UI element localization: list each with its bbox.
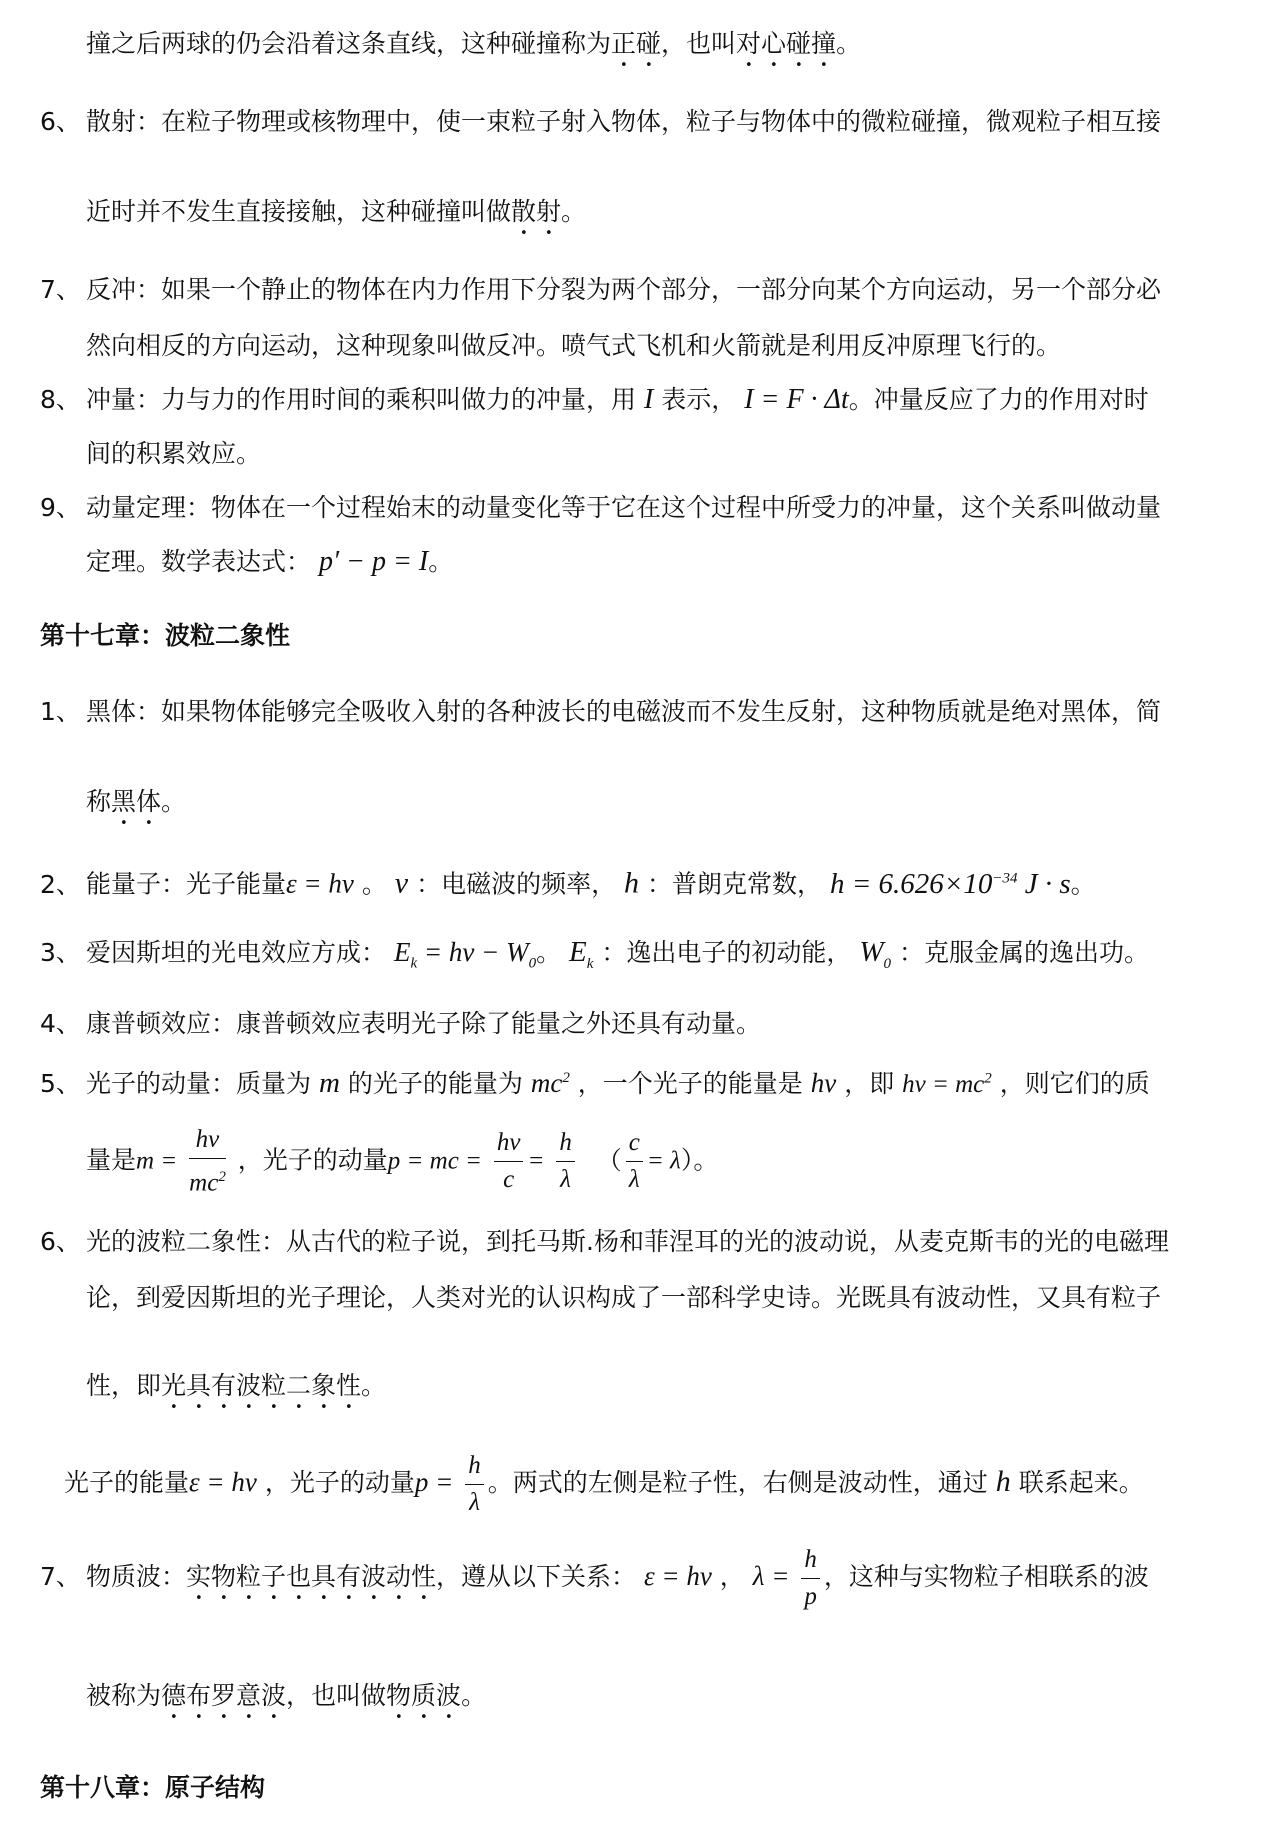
subscript: k — [586, 955, 594, 972]
denominator: λ — [469, 1488, 480, 1516]
text: 间的积累效应。 — [86, 439, 262, 468]
text: 。 — [561, 197, 587, 226]
text: ，也叫 — [661, 29, 737, 58]
formula — [531, 1068, 570, 1098]
text: 爱因斯坦的光电效应方成： — [86, 938, 387, 967]
subscript: k — [410, 955, 418, 972]
list-item-photoelectric — [40, 936, 1149, 980]
formula-line — [86, 1122, 718, 1202]
fraction — [556, 1125, 575, 1198]
text: ，一个光子的能量是 — [577, 1069, 803, 1098]
text: 。 — [361, 869, 387, 899]
item-number: 4、 — [40, 1009, 81, 1038]
numerator: h — [465, 1448, 484, 1485]
text: ：逸出电子的初动能， — [601, 938, 852, 967]
item-number: 3、 — [40, 938, 81, 967]
paragraph-line — [86, 1370, 386, 1415]
list-item-impulse — [40, 384, 1149, 416]
text: ，也叫做 — [286, 1681, 387, 1710]
list-item-matter-wave — [40, 1540, 1149, 1620]
emphasized-term: 光具有波粒二象性 — [161, 1371, 362, 1400]
fraction — [189, 1122, 226, 1201]
formula-part: mc — [189, 1169, 219, 1197]
text: 光的波粒二象性：从古代的粒子说，到托马斯.杨和菲涅耳的光的波动说，从麦克斯韦的光的电磁理 — [86, 1227, 1169, 1256]
text: 康普顿效应：康普顿效应表明光子除了能量之外还具有动量。 — [86, 1009, 762, 1038]
text: 光子的能量 — [64, 1468, 190, 1497]
list-item-compton — [40, 1008, 761, 1040]
formula: ε = hν — [286, 868, 354, 899]
text: 物质波： — [86, 1562, 187, 1591]
formula-part: = λ — [646, 1147, 681, 1175]
formula: ε = hν — [644, 1561, 712, 1591]
item-number: 8、 — [40, 385, 81, 414]
formula: p′ − p = I — [318, 546, 429, 577]
item-number: 2、 — [40, 869, 81, 899]
text: 。 — [536, 938, 562, 967]
item-number: 5、 — [40, 1069, 81, 1098]
formula-part: h = 6.626×10 — [829, 867, 993, 900]
text: 。 — [428, 547, 454, 576]
text: 能量子：光子能量 — [86, 869, 287, 899]
emphasized-term: 德布罗意波 — [161, 1681, 287, 1710]
denominator: λ — [628, 1166, 640, 1194]
subscript: 0 — [883, 955, 892, 972]
text: ， — [719, 1562, 745, 1591]
text: ，光子的动量 — [237, 1145, 388, 1175]
list-item-blackbody — [40, 696, 1161, 728]
symbol: E — [569, 936, 587, 968]
text: 。 — [1070, 869, 1096, 899]
text: 被称为 — [86, 1681, 162, 1710]
math-symbol: m — [318, 1067, 340, 1099]
item-number: 6、 — [40, 107, 81, 136]
emphasized-term: 物质波 — [386, 1681, 462, 1710]
text: ）。 — [680, 1145, 719, 1175]
text: 黑体：如果物体能够完全吸收入射的各种波长的电磁波而不发生反射，这种物质就是绝对黑体，简 — [86, 697, 1162, 726]
text: 量是 — [86, 1145, 137, 1175]
emphasized-term: 黑体 — [111, 787, 162, 816]
text: 。 — [461, 1681, 487, 1710]
formula-part: p = — [414, 1467, 454, 1497]
formula: ε = hν — [189, 1467, 257, 1497]
paragraph-line — [86, 438, 261, 470]
exponent: 2 — [218, 1169, 226, 1185]
chapter-title: 第十七章：波粒二象性 — [40, 621, 291, 650]
symbol: W — [859, 936, 884, 968]
text: 。 — [361, 1371, 387, 1400]
text: 光子的动量：质量为 — [86, 1069, 312, 1098]
text: 反冲：如果一个静止的物体在内力作用下分裂为两个部分，一部分向某个方向运动，另一个部分必 — [86, 275, 1162, 304]
list-item-wave-particle-duality — [40, 1226, 1169, 1258]
text: （ — [596, 1145, 622, 1175]
list-item-recoil — [40, 274, 1161, 306]
math-symbol: hν — [810, 1068, 837, 1098]
unit: J · s — [1017, 867, 1071, 900]
numerator: c — [626, 1125, 643, 1162]
math-symbol — [569, 936, 594, 972]
text: 。冲量反应了力的作用对时 — [848, 385, 1149, 414]
item-number: 7、 — [40, 275, 81, 304]
item-number: 7、 — [40, 1562, 81, 1591]
formula-part: mc — [530, 1068, 563, 1098]
text: ：普朗克常数， — [646, 869, 822, 899]
fraction — [626, 1125, 643, 1198]
summary-line — [64, 1446, 1144, 1526]
formula-part: E — [393, 937, 411, 967]
paragraph-line — [86, 28, 861, 73]
math-symbol: ν — [394, 866, 409, 900]
text: 撞之后两球的仍会沿着这条直线，这种碰撞称为 — [86, 29, 612, 58]
text: 性，即 — [86, 1371, 162, 1400]
text: 的光子的能量为 — [347, 1069, 523, 1098]
numerator: hν — [189, 1122, 226, 1159]
numerator: h — [556, 1125, 575, 1162]
emphasized-term: 散射 — [511, 197, 562, 226]
text: 称 — [86, 787, 112, 816]
formula-part: m = — [136, 1147, 178, 1175]
emphasized-term: 正碰 — [611, 29, 662, 58]
formula-part: hν = mc — [902, 1071, 985, 1098]
numerator: h — [801, 1542, 820, 1579]
paragraph-line — [86, 546, 453, 578]
exponent: −34 — [992, 870, 1018, 886]
text: 动量定理：物体在一个过程始末的动量变化等于它在这个过程中所受力的冲量，这个关系叫做动量 — [86, 493, 1162, 522]
formula-part: = hν − W — [417, 937, 529, 967]
subscript: 0 — [528, 955, 537, 972]
paragraph-line — [86, 1282, 1161, 1314]
text: 。 — [836, 29, 862, 58]
text: 表示， — [661, 385, 737, 414]
numerator: hν — [494, 1125, 524, 1162]
exponent: 2 — [984, 1070, 992, 1087]
denominator — [189, 1159, 226, 1201]
formula — [830, 868, 1071, 900]
text: ：电磁波的频率， — [416, 869, 617, 899]
list-item-momentum-theorem — [40, 492, 1161, 524]
text: ，遵从以下关系： — [436, 1562, 637, 1591]
text: ：克服金属的逸出功。 — [898, 938, 1149, 967]
fraction — [465, 1448, 484, 1521]
exponent: 2 — [562, 1070, 570, 1086]
text: ，这种与实物粒子相联系的波 — [823, 1562, 1149, 1591]
fraction — [801, 1542, 820, 1615]
math-symbol: h — [995, 1465, 1011, 1498]
denominator: c — [503, 1166, 515, 1194]
math-symbol — [859, 936, 892, 972]
formula-part: = — [527, 1147, 545, 1175]
math-symbol: I — [643, 384, 654, 415]
text: ，光子的动量 — [264, 1468, 415, 1497]
list-item-photon-momentum — [40, 1062, 1150, 1101]
item-number: 9、 — [40, 493, 81, 522]
text: ，则它们的质 — [999, 1069, 1150, 1098]
formula: I = F · Δt — [744, 384, 849, 415]
text: 近时并不发生直接接触，这种碰撞叫做 — [86, 197, 512, 226]
text: ，即 — [844, 1069, 895, 1098]
formula-part: p = mc = — [387, 1147, 482, 1175]
list-item-scattering — [40, 106, 1161, 138]
item-number: 6、 — [40, 1227, 81, 1256]
math-symbol: h — [624, 866, 640, 900]
list-item-energy-quantum — [40, 862, 1096, 901]
paragraph-line — [86, 196, 586, 241]
text: 。 — [161, 787, 187, 816]
text: 联系起来。 — [1018, 1468, 1144, 1497]
text: 。两式的左侧是粒子性，右侧是波动性，通过 — [487, 1468, 988, 1497]
item-number: 1、 — [40, 697, 81, 726]
text: 论，到爱因斯坦的光子理论，人类对光的认识构成了一部科学史诗。光既具有波动性，又具有粒子 — [86, 1283, 1162, 1312]
text: 然向相反的方向运动，这种现象叫做反冲。喷气式飞机和火箭就是利用反冲原理飞行的。 — [86, 331, 1062, 360]
paragraph-line — [86, 1680, 486, 1725]
denominator: p — [804, 1582, 817, 1610]
emphasized-term: 实物粒子也具有波动性 — [186, 1562, 437, 1591]
formula — [393, 937, 537, 972]
text: 冲量：力与力的作用时间的乘积叫做力的冲量，用 — [86, 385, 637, 414]
emphasized-term: 对心碰撞 — [736, 29, 837, 58]
denominator: λ — [560, 1166, 571, 1194]
formula — [902, 1071, 992, 1098]
paragraph-line — [86, 786, 186, 831]
formula-part: λ = — [752, 1561, 790, 1591]
fraction — [494, 1125, 524, 1198]
text: 散射：在粒子物理或核物理中，使一束粒子射入物体，粒子与物体中的微粒碰撞，微观粒子相互接 — [86, 107, 1162, 136]
chapter-title: 第十八章：原子结构 — [40, 1773, 266, 1802]
text: 定理。数学表达式： — [86, 547, 312, 576]
paragraph-line — [86, 330, 1061, 362]
